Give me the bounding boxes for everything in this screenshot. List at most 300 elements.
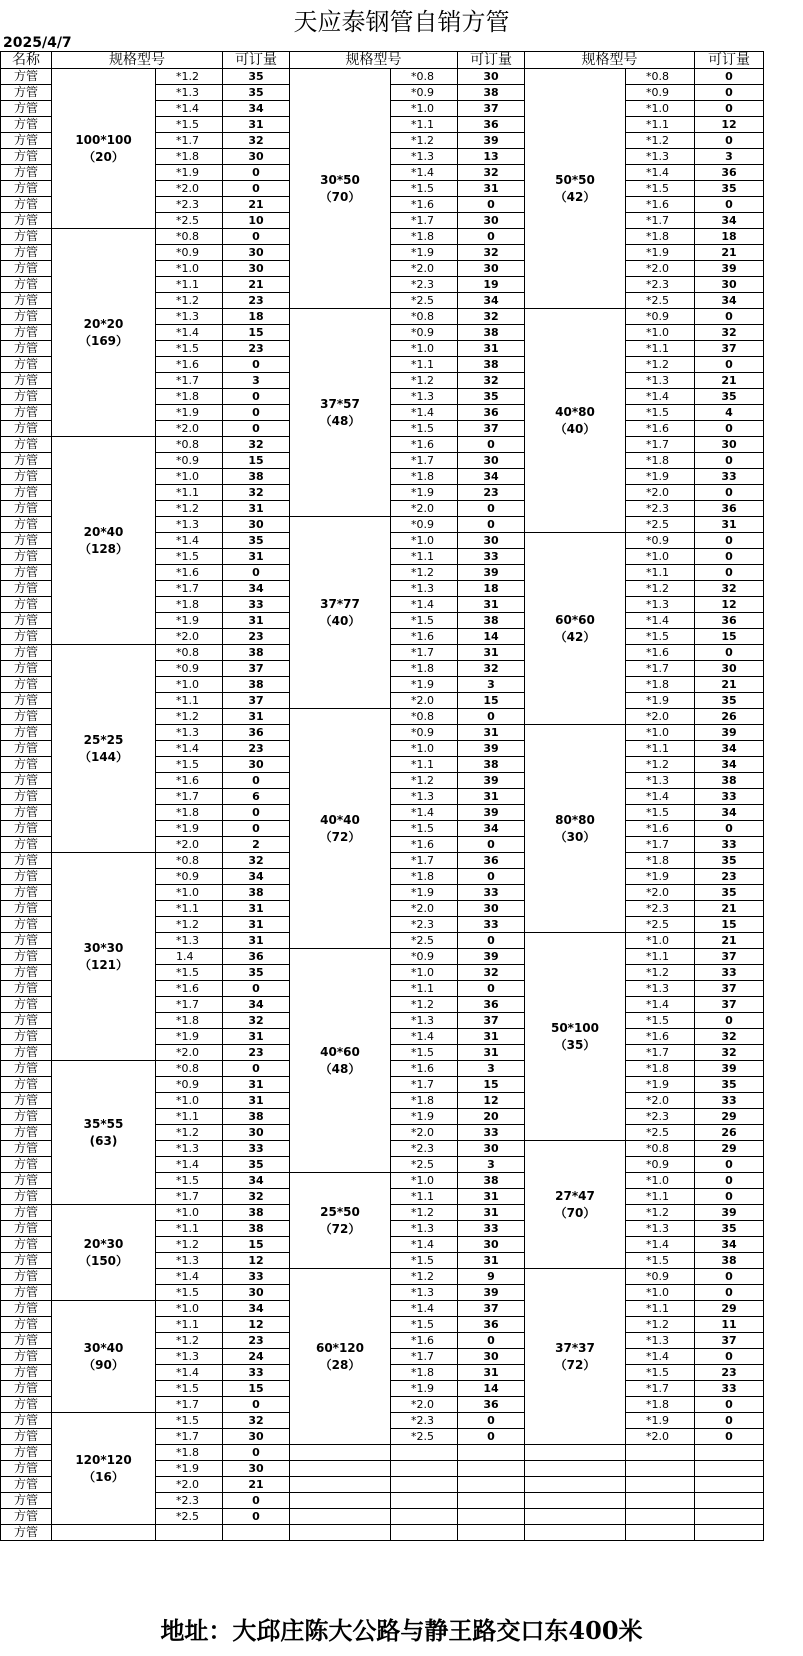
thickness-cell: *0.8 xyxy=(156,853,223,869)
thickness-cell: *0.9 xyxy=(626,309,695,325)
thickness-cell: *0.8 xyxy=(156,229,223,245)
quantity-cell: 23 xyxy=(223,741,290,757)
quantity-cell: 36 xyxy=(458,405,525,421)
size-group-cell xyxy=(52,437,156,645)
thickness-cell: *2.3 xyxy=(626,277,695,293)
product-name-cell: 方管 xyxy=(1,725,52,741)
quantity-cell: 39 xyxy=(458,773,525,789)
quantity-cell: 0 xyxy=(223,421,290,437)
quantity-cell: 14 xyxy=(458,1381,525,1397)
product-name-cell: 方管 xyxy=(1,661,52,677)
thickness-cell: *1.4 xyxy=(391,1029,458,1045)
thickness-cell: *1.7 xyxy=(391,1349,458,1365)
thickness-cell: *1.8 xyxy=(626,453,695,469)
thickness-cell: *1.6 xyxy=(391,1061,458,1077)
quantity-cell: 23 xyxy=(223,629,290,645)
thickness-cell: *0.9 xyxy=(626,85,695,101)
thickness-cell: *0.8 xyxy=(626,69,695,85)
thickness-cell: *1.7 xyxy=(156,581,223,597)
quantity-cell: 36 xyxy=(695,501,764,517)
quantity-cell: 32 xyxy=(695,581,764,597)
quantity-cell: 32 xyxy=(458,373,525,389)
quantity-cell: 0 xyxy=(223,805,290,821)
quantity-cell: 0 xyxy=(223,1445,290,1461)
quantity-cell: 34 xyxy=(223,869,290,885)
thickness-cell: *1.7 xyxy=(156,373,223,389)
quantity-cell: 32 xyxy=(223,133,290,149)
thickness-cell: *1.3 xyxy=(156,309,223,325)
size-label: 60*120 xyxy=(315,1340,365,1355)
quantity-cell: 38 xyxy=(223,885,290,901)
product-name-cell: 方管 xyxy=(1,85,52,101)
quantity-cell: 15 xyxy=(223,453,290,469)
quantity-cell: 32 xyxy=(223,1013,290,1029)
quantity-cell: 29 xyxy=(695,1109,764,1125)
quantity-cell: 39 xyxy=(458,741,525,757)
product-name-cell: 方管 xyxy=(1,1301,52,1317)
quantity-cell: 35 xyxy=(695,181,764,197)
thickness-cell: *1.3 xyxy=(391,789,458,805)
thickness-cell: *1.8 xyxy=(626,677,695,693)
quantity-cell: 35 xyxy=(223,1157,290,1173)
thickness-cell: *1.1 xyxy=(391,357,458,373)
thickness-cell: *1.5 xyxy=(391,1317,458,1333)
quantity-cell: 34 xyxy=(458,469,525,485)
thickness-cell: *1.2 xyxy=(156,1125,223,1141)
quantity-cell: 35 xyxy=(695,693,764,709)
thickness-cell: *2.0 xyxy=(156,1477,223,1493)
quantity-cell: 21 xyxy=(223,1477,290,1493)
thickness-cell: *1.7 xyxy=(156,1189,223,1205)
size-group-cell xyxy=(525,69,626,309)
empty-cell xyxy=(290,1493,391,1509)
quantity-cell: 37 xyxy=(458,421,525,437)
thickness-cell: *1.1 xyxy=(391,757,458,773)
thickness-cell: *1.4 xyxy=(626,1237,695,1253)
size-group-cell xyxy=(525,533,626,725)
quantity-cell: 39 xyxy=(695,1205,764,1221)
quantity-cell: 31 xyxy=(458,1253,525,1269)
date-label: 2025/4/7 xyxy=(3,35,72,51)
thickness-cell: *2.0 xyxy=(626,885,695,901)
quantity-cell: 0 xyxy=(458,229,525,245)
product-name-cell: 方管 xyxy=(1,629,52,645)
thickness-cell: *1.8 xyxy=(626,1397,695,1413)
empty-cell xyxy=(391,1509,458,1525)
product-name-cell: 方管 xyxy=(1,437,52,453)
quantity-cell: 0 xyxy=(695,1285,764,1301)
product-name-cell: 方管 xyxy=(1,933,52,949)
quantity-cell: 30 xyxy=(458,453,525,469)
size-group-cell xyxy=(525,309,626,533)
thickness-cell: *1.9 xyxy=(626,869,695,885)
quantity-cell: 32 xyxy=(458,661,525,677)
product-name-cell: 方管 xyxy=(1,677,52,693)
thickness-cell: *1.9 xyxy=(156,1029,223,1045)
product-name-cell: 方管 xyxy=(1,1077,52,1093)
quantity-cell: 0 xyxy=(695,1189,764,1205)
empty-cell xyxy=(695,1525,764,1541)
quantity-cell: 0 xyxy=(458,1333,525,1349)
product-name-cell: 方管 xyxy=(1,1477,52,1493)
product-name-cell: 方管 xyxy=(1,1221,52,1237)
thickness-cell: *1.0 xyxy=(391,1173,458,1189)
quantity-cell: 0 xyxy=(695,549,764,565)
product-name-cell: 方管 xyxy=(1,709,52,725)
thickness-cell: *1.0 xyxy=(156,1301,223,1317)
stock-count-label: （20） xyxy=(83,149,124,164)
thickness-cell: *1.4 xyxy=(156,741,223,757)
product-name-cell: 方管 xyxy=(1,789,52,805)
product-name-cell: 方管 xyxy=(1,1333,52,1349)
product-name-cell: 方管 xyxy=(1,885,52,901)
product-name-cell: 方管 xyxy=(1,1381,52,1397)
quantity-cell: 30 xyxy=(223,1285,290,1301)
thickness-cell: *1.8 xyxy=(391,469,458,485)
product-name-cell: 方管 xyxy=(1,1429,52,1445)
thickness-cell: *0.8 xyxy=(391,709,458,725)
thickness-cell: *1.1 xyxy=(626,949,695,965)
stock-count-label: （90） xyxy=(83,1357,124,1372)
product-name-cell: 方管 xyxy=(1,69,52,85)
product-name-cell: 方管 xyxy=(1,549,52,565)
thickness-cell: *1.2 xyxy=(391,1269,458,1285)
thickness-cell: *1.6 xyxy=(626,645,695,661)
quantity-cell: 12 xyxy=(223,1253,290,1269)
thickness-cell: *1.2 xyxy=(626,133,695,149)
empty-cell xyxy=(458,1445,525,1461)
quantity-cell: 12 xyxy=(458,1093,525,1109)
quantity-cell: 15 xyxy=(223,1381,290,1397)
empty-cell xyxy=(626,1477,695,1493)
thickness-cell: *1.2 xyxy=(391,565,458,581)
quantity-cell: 0 xyxy=(695,421,764,437)
thickness-cell: *1.1 xyxy=(391,1189,458,1205)
thickness-cell: *1.0 xyxy=(626,1173,695,1189)
quantity-cell: 0 xyxy=(695,565,764,581)
product-name-cell: 方管 xyxy=(1,1029,52,1045)
quantity-cell: 33 xyxy=(695,789,764,805)
size-group-cell xyxy=(52,1205,156,1301)
quantity-cell: 30 xyxy=(458,213,525,229)
quantity-cell: 11 xyxy=(695,1317,764,1333)
thickness-cell: *0.9 xyxy=(156,1077,223,1093)
thickness-cell: *2.0 xyxy=(391,693,458,709)
quantity-cell: 0 xyxy=(695,1157,764,1173)
thickness-cell: *1.6 xyxy=(156,773,223,789)
thickness-cell: *2.3 xyxy=(391,1141,458,1157)
thickness-cell: *1.6 xyxy=(391,1333,458,1349)
thickness-cell: *1.0 xyxy=(626,101,695,117)
size-group-cell xyxy=(52,1413,156,1525)
quantity-cell: 15 xyxy=(458,1077,525,1093)
thickness-cell: *1.4 xyxy=(156,1269,223,1285)
product-name-cell: 方管 xyxy=(1,997,52,1013)
quantity-cell: 0 xyxy=(458,709,525,725)
quantity-cell: 34 xyxy=(695,805,764,821)
thickness-cell: *1.3 xyxy=(626,1221,695,1237)
product-name-cell: 方管 xyxy=(1,245,52,261)
stock-count-label: （70） xyxy=(554,1205,596,1220)
quantity-cell: 37 xyxy=(458,101,525,117)
thickness-cell: *1.6 xyxy=(626,421,695,437)
thickness-cell: *1.4 xyxy=(626,1349,695,1365)
thickness-cell: *1.2 xyxy=(391,133,458,149)
thickness-cell: *0.9 xyxy=(391,949,458,965)
quantity-cell: 34 xyxy=(223,1301,290,1317)
product-name-cell: 方管 xyxy=(1,1141,52,1157)
empty-cell xyxy=(458,1477,525,1493)
stock-count-label: （144） xyxy=(78,749,129,764)
quantity-cell: 0 xyxy=(458,501,525,517)
quantity-cell: 12 xyxy=(695,117,764,133)
product-name-cell: 方管 xyxy=(1,1509,52,1525)
thickness-cell: *1.6 xyxy=(626,197,695,213)
thickness-cell: *1.5 xyxy=(156,965,223,981)
quantity-cell: 31 xyxy=(458,597,525,613)
stock-count-label: （42） xyxy=(554,629,596,644)
quantity-cell: 30 xyxy=(223,261,290,277)
stock-count-label: （48） xyxy=(319,413,361,428)
quantity-cell: 31 xyxy=(695,517,764,533)
thickness-cell: *2.0 xyxy=(391,1397,458,1413)
page-title: 天应泰钢管自销方管 xyxy=(293,8,510,36)
thickness-cell: *1.4 xyxy=(626,613,695,629)
size-label: 20*40 xyxy=(83,524,124,539)
thickness-cell: *1.9 xyxy=(156,1461,223,1477)
size-label: 30*40 xyxy=(83,1340,124,1355)
size-group-cell xyxy=(290,1269,391,1445)
thickness-cell: *1.2 xyxy=(156,917,223,933)
empty-cell xyxy=(525,1477,626,1493)
quantity-cell: 3 xyxy=(458,1061,525,1077)
quantity-cell: 38 xyxy=(458,1173,525,1189)
product-name-cell: 方管 xyxy=(1,693,52,709)
thickness-cell: *0.9 xyxy=(626,1157,695,1173)
quantity-cell: 32 xyxy=(458,245,525,261)
thickness-cell: *1.3 xyxy=(156,517,223,533)
thickness-cell: *1.7 xyxy=(156,789,223,805)
thickness-cell: *1.3 xyxy=(391,581,458,597)
empty-cell xyxy=(156,1525,223,1541)
size-label: 20*30 xyxy=(83,1236,124,1251)
product-name-cell: 方管 xyxy=(1,117,52,133)
quantity-cell: 33 xyxy=(223,1269,290,1285)
empty-cell xyxy=(458,1461,525,1477)
size-group-cell xyxy=(290,517,391,709)
quantity-cell: 2 xyxy=(223,837,290,853)
quantity-cell: 38 xyxy=(695,773,764,789)
thickness-cell: *1.8 xyxy=(156,597,223,613)
thickness-cell: *1.4 xyxy=(391,597,458,613)
thickness-cell: *1.9 xyxy=(391,1381,458,1397)
quantity-cell: 36 xyxy=(223,949,290,965)
thickness-cell: *1.0 xyxy=(391,741,458,757)
empty-cell xyxy=(458,1525,525,1541)
quantity-cell: 3 xyxy=(223,373,290,389)
thickness-cell: *1.6 xyxy=(391,837,458,853)
product-name-cell: 方管 xyxy=(1,949,52,965)
quantity-cell: 30 xyxy=(458,901,525,917)
thickness-cell: *1.7 xyxy=(626,213,695,229)
thickness-cell: *1.2 xyxy=(156,293,223,309)
quantity-cell: 12 xyxy=(223,1317,290,1333)
thickness-cell: *1.2 xyxy=(626,1205,695,1221)
thickness-cell: *0.9 xyxy=(626,533,695,549)
product-name-cell: 方管 xyxy=(1,565,52,581)
thickness-cell: *2.3 xyxy=(391,1413,458,1429)
product-name-cell: 方管 xyxy=(1,1093,52,1109)
quantity-cell: 38 xyxy=(223,1221,290,1237)
thickness-cell: *1.5 xyxy=(626,181,695,197)
quantity-cell: 37 xyxy=(695,997,764,1013)
empty-cell xyxy=(626,1445,695,1461)
quantity-cell: 39 xyxy=(458,949,525,965)
quantity-cell: 31 xyxy=(223,709,290,725)
size-label: 20*20 xyxy=(83,316,124,331)
size-label: 40*40 xyxy=(320,812,360,827)
size-group-cell xyxy=(525,933,626,1141)
thickness-cell: *0.9 xyxy=(156,245,223,261)
thickness-cell: *1.5 xyxy=(156,1413,223,1429)
product-name-cell: 方管 xyxy=(1,869,52,885)
thickness-cell: *1.3 xyxy=(391,1221,458,1237)
empty-cell xyxy=(626,1461,695,1477)
product-name-cell: 方管 xyxy=(1,1365,52,1381)
thickness-cell: *2.5 xyxy=(626,1125,695,1141)
quantity-cell: 13 xyxy=(458,149,525,165)
thickness-cell: *1.1 xyxy=(156,693,223,709)
thickness-cell: *1.4 xyxy=(156,1157,223,1173)
product-name-cell: 方管 xyxy=(1,805,52,821)
quantity-cell: 0 xyxy=(695,69,764,85)
quantity-cell: 30 xyxy=(458,1141,525,1157)
thickness-cell: *1.0 xyxy=(156,677,223,693)
product-name-cell: 方管 xyxy=(1,1253,52,1269)
thickness-cell: *1.9 xyxy=(391,245,458,261)
quantity-cell: 37 xyxy=(695,1333,764,1349)
product-name-cell: 方管 xyxy=(1,277,52,293)
quantity-cell: 30 xyxy=(458,1349,525,1365)
quantity-cell: 32 xyxy=(458,965,525,981)
quantity-cell: 3 xyxy=(458,1157,525,1173)
product-name-cell: 方管 xyxy=(1,1205,52,1221)
thickness-cell: *1.9 xyxy=(391,485,458,501)
quantity-cell: 38 xyxy=(458,85,525,101)
quantity-cell: 33 xyxy=(223,1365,290,1381)
thickness-cell: *2.3 xyxy=(626,501,695,517)
quantity-cell: 0 xyxy=(223,773,290,789)
thickness-cell: *1.6 xyxy=(391,197,458,213)
column-header: 规格型号 xyxy=(52,52,223,69)
column-header: 可订量 xyxy=(223,52,290,69)
thickness-cell: *0.8 xyxy=(156,645,223,661)
quantity-cell: 39 xyxy=(695,1061,764,1077)
thickness-cell: *1.9 xyxy=(156,821,223,837)
product-name-cell: 方管 xyxy=(1,1445,52,1461)
quantity-cell: 39 xyxy=(695,261,764,277)
product-name-cell: 方管 xyxy=(1,1525,52,1541)
thickness-cell: *1.3 xyxy=(391,389,458,405)
thickness-cell: *1.2 xyxy=(156,709,223,725)
quantity-cell: 33 xyxy=(458,917,525,933)
quantity-cell: 38 xyxy=(458,325,525,341)
quantity-cell: 23 xyxy=(695,1365,764,1381)
product-name-cell: 方管 xyxy=(1,1413,52,1429)
quantity-cell: 31 xyxy=(223,1077,290,1093)
thickness-cell: *1.5 xyxy=(156,549,223,565)
empty-cell xyxy=(626,1525,695,1541)
product-name-cell: 方管 xyxy=(1,1013,52,1029)
thickness-cell: *2.0 xyxy=(156,181,223,197)
quantity-cell: 35 xyxy=(458,389,525,405)
thickness-cell: *0.8 xyxy=(156,437,223,453)
thickness-cell: *1.3 xyxy=(391,1013,458,1029)
thickness-cell: *1.1 xyxy=(626,565,695,581)
thickness-cell: *2.0 xyxy=(626,485,695,501)
thickness-cell: *1.3 xyxy=(626,149,695,165)
thickness-cell: *1.8 xyxy=(391,229,458,245)
quantity-cell: 0 xyxy=(695,1173,764,1189)
quantity-cell: 31 xyxy=(223,1093,290,1109)
quantity-cell: 37 xyxy=(223,661,290,677)
quantity-cell: 31 xyxy=(458,1205,525,1221)
thickness-cell: *2.5 xyxy=(156,1509,223,1525)
quantity-cell: 37 xyxy=(458,1301,525,1317)
thickness-cell: *1.4 xyxy=(156,101,223,117)
thickness-cell: *2.0 xyxy=(391,1125,458,1141)
empty-cell xyxy=(525,1525,626,1541)
thickness-cell: *2.5 xyxy=(391,1429,458,1445)
thickness-cell: *1.9 xyxy=(391,677,458,693)
thickness-cell: *1.5 xyxy=(626,1365,695,1381)
thickness-cell: *1.3 xyxy=(626,981,695,997)
size-label: 27*47 xyxy=(555,1188,595,1203)
thickness-cell: *2.3 xyxy=(391,917,458,933)
quantity-cell: 34 xyxy=(695,741,764,757)
quantity-cell: 33 xyxy=(458,1221,525,1237)
header-row xyxy=(1,52,764,69)
product-name-cell: 方管 xyxy=(1,773,52,789)
thickness-cell: *1.2 xyxy=(626,1317,695,1333)
product-name-cell: 方管 xyxy=(1,405,52,421)
quantity-cell: 30 xyxy=(695,277,764,293)
product-name-cell: 方管 xyxy=(1,293,52,309)
product-name-cell: 方管 xyxy=(1,645,52,661)
quantity-cell: 32 xyxy=(695,325,764,341)
size-group-cell xyxy=(290,309,391,517)
quantity-cell: 33 xyxy=(458,885,525,901)
size-group-cell xyxy=(290,1173,391,1269)
thickness-cell: *1.7 xyxy=(626,1045,695,1061)
thickness-cell: *1.7 xyxy=(626,1381,695,1397)
thickness-cell: *1.5 xyxy=(156,117,223,133)
quantity-cell: 38 xyxy=(458,613,525,629)
stock-count-label: （16） xyxy=(83,1469,124,1484)
thickness-cell: *1.5 xyxy=(156,1173,223,1189)
quantity-cell: 19 xyxy=(458,277,525,293)
quantity-cell: 32 xyxy=(223,1189,290,1205)
stock-count-label: （121） xyxy=(78,957,129,972)
quantity-cell: 0 xyxy=(695,1397,764,1413)
quantity-cell: 29 xyxy=(695,1301,764,1317)
empty-cell xyxy=(391,1525,458,1541)
thickness-cell: *1.3 xyxy=(156,1253,223,1269)
quantity-cell: 38 xyxy=(223,645,290,661)
quantity-cell: 31 xyxy=(223,917,290,933)
empty-cell xyxy=(391,1477,458,1493)
quantity-cell: 0 xyxy=(223,565,290,581)
